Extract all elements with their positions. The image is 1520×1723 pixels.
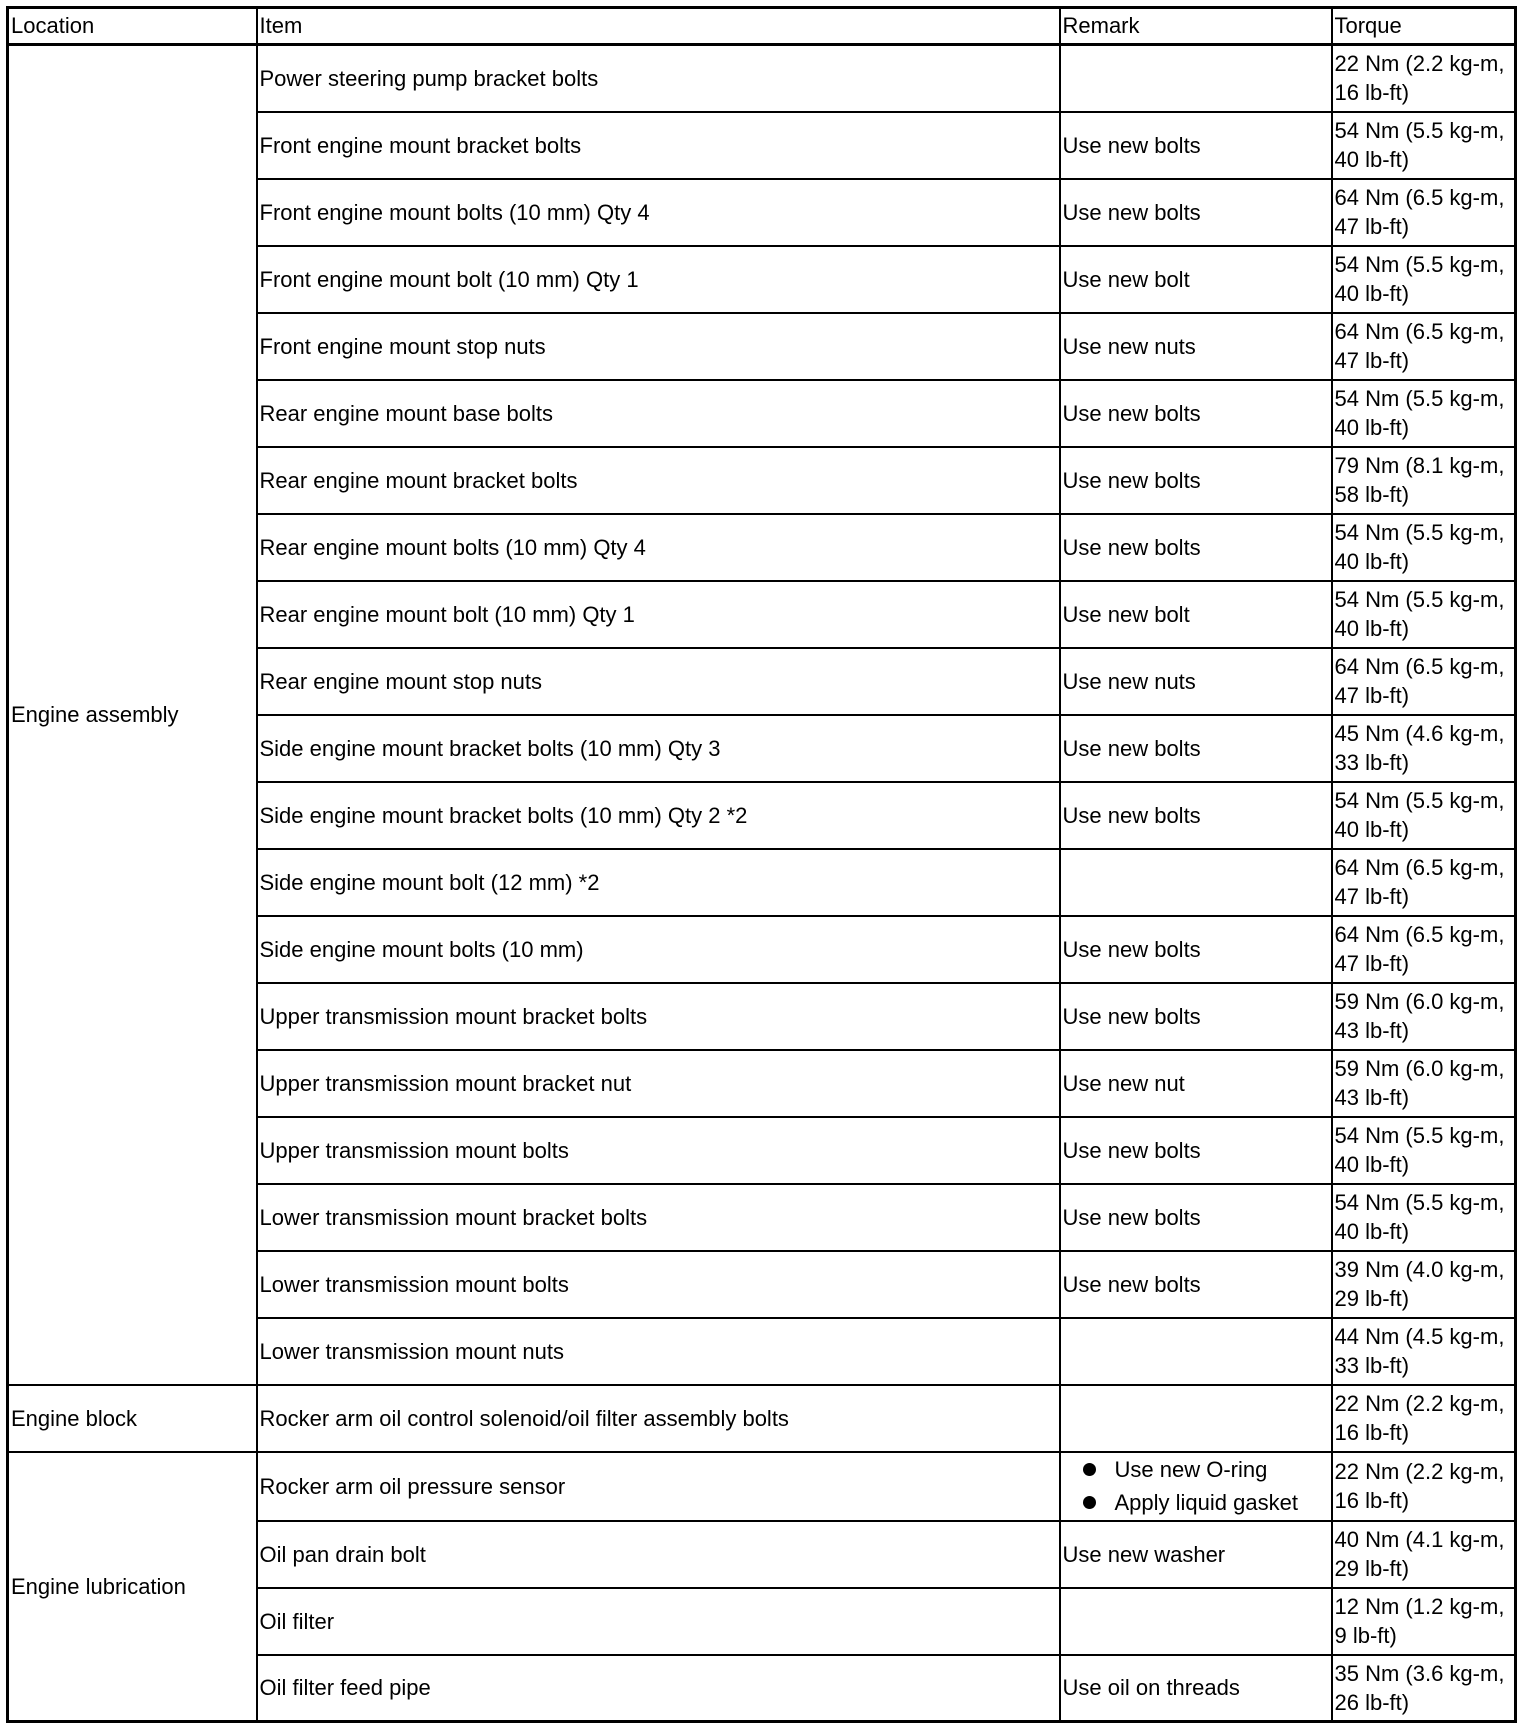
header-item: Item <box>257 8 1060 45</box>
remark-cell <box>1060 1452 1332 1521</box>
torque-cell: 12 Nm (1.2 kg-m, 9 lb-ft) <box>1332 1588 1516 1655</box>
location-cell: Engine block <box>8 1385 257 1452</box>
item-cell: Rocker arm oil control solenoid/oil filter assembly bolts <box>257 1385 1060 1452</box>
item-cell: Upper transmission mount bolts <box>257 1117 1060 1184</box>
torque-cell: 22 Nm (2.2 kg-m, 16 lb-ft) <box>1332 1385 1516 1452</box>
item-cell: Rear engine mount bolts (10 mm) Qty 4 <box>257 514 1060 581</box>
header-location: Location <box>8 8 257 45</box>
remark-cell: Use new bolts <box>1060 514 1332 581</box>
item-cell: Oil pan drain bolt <box>257 1521 1060 1588</box>
item-cell: Upper transmission mount bracket bolts <box>257 983 1060 1050</box>
torque-cell: 22 Nm (2.2 kg-m, 16 lb-ft) <box>1332 45 1516 112</box>
item-cell: Side engine mount bolts (10 mm) <box>257 916 1060 983</box>
torque-cell: 54 Nm (5.5 kg-m, 40 lb-ft) <box>1332 112 1516 179</box>
item-cell: Rear engine mount bracket bolts <box>257 447 1060 514</box>
torque-cell: 54 Nm (5.5 kg-m, 40 lb-ft) <box>1332 1117 1516 1184</box>
item-cell: Rear engine mount bolt (10 mm) Qty 1 <box>257 581 1060 648</box>
remark-bullet-item <box>1063 1486 1329 1519</box>
table-row <box>8 45 1516 112</box>
torque-cell: 40 Nm (4.1 kg-m, 29 lb-ft) <box>1332 1521 1516 1588</box>
torque-cell: 59 Nm (6.0 kg-m, 43 lb-ft) <box>1332 983 1516 1050</box>
remark-cell: Use new bolts <box>1060 179 1332 246</box>
table-row <box>8 1452 1516 1521</box>
item-cell: Front engine mount bracket bolts <box>257 112 1060 179</box>
remark-cell: Use new washer <box>1060 1521 1332 1588</box>
remark-cell: Use new nuts <box>1060 313 1332 380</box>
remark-cell <box>1060 849 1332 916</box>
torque-spec-table-container <box>6 6 1517 1723</box>
item-cell: Rear engine mount base bolts <box>257 380 1060 447</box>
item-cell: Power steering pump bracket bolts <box>257 45 1060 112</box>
remark-cell <box>1060 1318 1332 1385</box>
torque-cell: 44 Nm (4.5 kg-m, 33 lb-ft) <box>1332 1318 1516 1385</box>
item-cell: Front engine mount bolts (10 mm) Qty 4 <box>257 179 1060 246</box>
item-cell: Lower transmission mount nuts <box>257 1318 1060 1385</box>
torque-cell: 64 Nm (6.5 kg-m, 47 lb-ft) <box>1332 916 1516 983</box>
torque-cell: 54 Nm (5.5 kg-m, 40 lb-ft) <box>1332 581 1516 648</box>
torque-cell: 22 Nm (2.2 kg-m, 16 lb-ft) <box>1332 1452 1516 1521</box>
torque-cell: 64 Nm (6.5 kg-m, 47 lb-ft) <box>1332 849 1516 916</box>
remark-cell: Use new bolts <box>1060 1251 1332 1318</box>
bullet-icon <box>1083 1463 1096 1476</box>
remark-cell: Use new bolts <box>1060 983 1332 1050</box>
torque-cell: 79 Nm (8.1 kg-m, 58 lb-ft) <box>1332 447 1516 514</box>
item-cell: Upper transmission mount bracket nut <box>257 1050 1060 1117</box>
torque-cell: 54 Nm (5.5 kg-m, 40 lb-ft) <box>1332 782 1516 849</box>
table-row <box>8 1385 1516 1452</box>
remark-cell: Use new bolts <box>1060 916 1332 983</box>
remark-cell: Use oil on threads <box>1060 1655 1332 1722</box>
torque-cell: 54 Nm (5.5 kg-m, 40 lb-ft) <box>1332 514 1516 581</box>
header-row <box>8 8 1516 45</box>
remark-bullet-list <box>1063 1453 1329 1519</box>
location-cell: Engine lubrication <box>8 1452 257 1722</box>
torque-cell: 64 Nm (6.5 kg-m, 47 lb-ft) <box>1332 313 1516 380</box>
remark-cell: Use new bolts <box>1060 1184 1332 1251</box>
remark-cell <box>1060 1385 1332 1452</box>
torque-cell: 54 Nm (5.5 kg-m, 40 lb-ft) <box>1332 1184 1516 1251</box>
header-remark: Remark <box>1060 8 1332 45</box>
remark-cell: Use new bolts <box>1060 1117 1332 1184</box>
remark-cell: Use new bolts <box>1060 447 1332 514</box>
location-cell: Engine assembly <box>8 45 257 1385</box>
header-torque: Torque <box>1332 8 1516 45</box>
remark-bullet-text: Apply liquid gasket <box>1114 1490 1298 1515</box>
remark-cell: Use new bolts <box>1060 380 1332 447</box>
torque-cell: 54 Nm (5.5 kg-m, 40 lb-ft) <box>1332 246 1516 313</box>
torque-cell: 45 Nm (4.6 kg-m, 33 lb-ft) <box>1332 715 1516 782</box>
item-cell: Front engine mount bolt (10 mm) Qty 1 <box>257 246 1060 313</box>
item-cell: Side engine mount bolt (12 mm) *2 <box>257 849 1060 916</box>
item-cell: Side engine mount bracket bolts (10 mm) Qty 3 <box>257 715 1060 782</box>
torque-cell: 64 Nm (6.5 kg-m, 47 lb-ft) <box>1332 648 1516 715</box>
remark-cell <box>1060 1588 1332 1655</box>
torque-cell: 35 Nm (3.6 kg-m, 26 lb-ft) <box>1332 1655 1516 1722</box>
remark-cell <box>1060 45 1332 112</box>
torque-spec-table <box>6 6 1517 1723</box>
remark-cell: Use new bolt <box>1060 246 1332 313</box>
torque-cell: 64 Nm (6.5 kg-m, 47 lb-ft) <box>1332 179 1516 246</box>
remark-cell: Use new bolts <box>1060 782 1332 849</box>
item-cell: Rear engine mount stop nuts <box>257 648 1060 715</box>
item-cell: Oil filter feed pipe <box>257 1655 1060 1722</box>
item-cell: Rocker arm oil pressure sensor <box>257 1452 1060 1521</box>
remark-cell: Use new nut <box>1060 1050 1332 1117</box>
torque-cell: 59 Nm (6.0 kg-m, 43 lb-ft) <box>1332 1050 1516 1117</box>
remark-bullet-text: Use new O-ring <box>1114 1457 1268 1482</box>
torque-cell: 39 Nm (4.0 kg-m, 29 lb-ft) <box>1332 1251 1516 1318</box>
torque-cell: 54 Nm (5.5 kg-m, 40 lb-ft) <box>1332 380 1516 447</box>
item-cell: Lower transmission mount bolts <box>257 1251 1060 1318</box>
item-cell: Front engine mount stop nuts <box>257 313 1060 380</box>
bullet-icon <box>1083 1496 1096 1509</box>
remark-cell: Use new bolt <box>1060 581 1332 648</box>
remark-cell: Use new bolts <box>1060 715 1332 782</box>
remark-bullet-item <box>1063 1453 1329 1486</box>
remark-cell: Use new bolts <box>1060 112 1332 179</box>
remark-cell: Use new nuts <box>1060 648 1332 715</box>
item-cell: Oil filter <box>257 1588 1060 1655</box>
item-cell: Side engine mount bracket bolts (10 mm) Qty 2 *2 <box>257 782 1060 849</box>
item-cell: Lower transmission mount bracket bolts <box>257 1184 1060 1251</box>
